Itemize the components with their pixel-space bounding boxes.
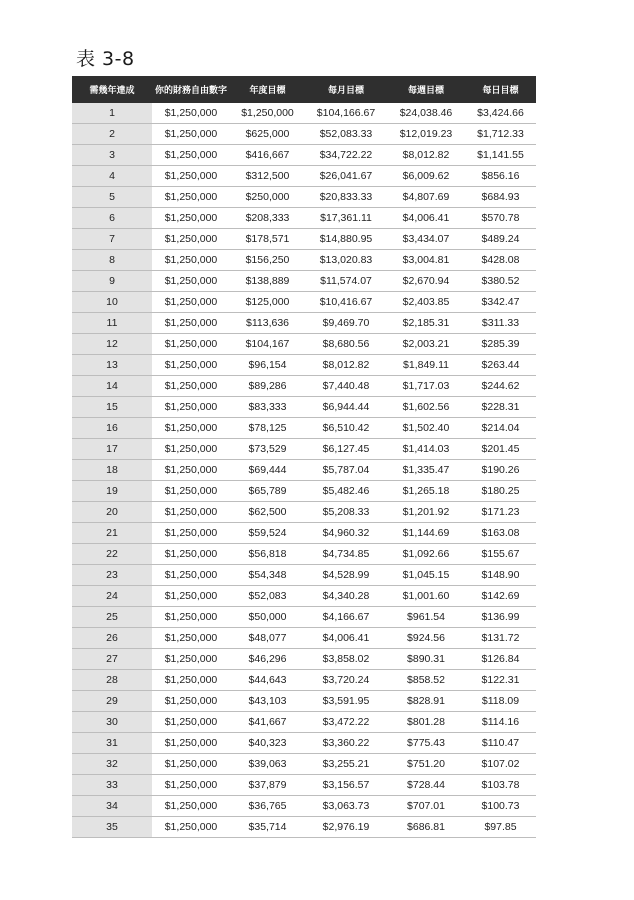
table-header [72,76,536,103]
header-years: 需幾年達成 [72,76,152,103]
table-row [72,691,536,712]
cell-monthly-goal: $4,006.41 [305,628,387,649]
cell-annual-goal: $62,500 [230,502,305,523]
cell-daily-goal: $228.31 [465,397,536,418]
cell-annual-goal: $156,250 [230,250,305,271]
cell-weekly-goal: $2,185.31 [387,313,465,334]
cell-daily-goal: $428.08 [465,250,536,271]
cell-annual-goal: $43,103 [230,691,305,712]
cell-monthly-goal: $52,083.33 [305,124,387,145]
cell-annual-goal: $41,667 [230,712,305,733]
cell-daily-goal: $100.73 [465,796,536,817]
cell-fi-number: $1,250,000 [152,250,230,271]
cell-monthly-goal: $3,720.24 [305,670,387,691]
cell-weekly-goal: $6,009.62 [387,166,465,187]
cell-fi-number: $1,250,000 [152,817,230,838]
cell-weekly-goal: $4,807.69 [387,187,465,208]
table-row [72,586,536,607]
cell-monthly-goal: $8,012.82 [305,355,387,376]
cell-weekly-goal: $12,019.23 [387,124,465,145]
cell-years: 11 [72,313,152,334]
cell-daily-goal: $136.99 [465,607,536,628]
cell-fi-number: $1,250,000 [152,208,230,229]
cell-annual-goal: $416,667 [230,145,305,166]
cell-fi-number: $1,250,000 [152,334,230,355]
cell-fi-number: $1,250,000 [152,313,230,334]
cell-years: 33 [72,775,152,796]
cell-years: 17 [72,439,152,460]
cell-fi-number: $1,250,000 [152,586,230,607]
cell-years: 2 [72,124,152,145]
header-weekly-goal: 每週目標 [387,76,465,103]
cell-daily-goal: $190.26 [465,460,536,481]
cell-monthly-goal: $104,166.67 [305,103,387,124]
table-row [72,460,536,481]
cell-monthly-goal: $2,976.19 [305,817,387,838]
cell-daily-goal: $263.44 [465,355,536,376]
cell-annual-goal: $44,643 [230,670,305,691]
cell-annual-goal: $208,333 [230,208,305,229]
cell-years: 29 [72,691,152,712]
cell-weekly-goal: $686.81 [387,817,465,838]
cell-daily-goal: $285.39 [465,334,536,355]
table-row [72,649,536,670]
cell-weekly-goal: $924.56 [387,628,465,649]
cell-monthly-goal: $4,960.32 [305,523,387,544]
cell-weekly-goal: $828.91 [387,691,465,712]
cell-monthly-goal: $7,440.48 [305,376,387,397]
cell-fi-number: $1,250,000 [152,712,230,733]
cell-fi-number: $1,250,000 [152,397,230,418]
cell-years: 15 [72,397,152,418]
table-row [72,481,536,502]
cell-fi-number: $1,250,000 [152,376,230,397]
table-row [72,544,536,565]
cell-annual-goal: $83,333 [230,397,305,418]
cell-fi-number: $1,250,000 [152,166,230,187]
cell-daily-goal: $97.85 [465,817,536,838]
cell-years: 8 [72,250,152,271]
cell-daily-goal: $214.04 [465,418,536,439]
cell-years: 12 [72,334,152,355]
cell-annual-goal: $113,636 [230,313,305,334]
cell-annual-goal: $250,000 [230,187,305,208]
table-row [72,775,536,796]
cell-weekly-goal: $3,434.07 [387,229,465,250]
table-caption: 表 3-8 [76,48,135,70]
cell-daily-goal: $171.23 [465,502,536,523]
table-row [72,103,536,124]
cell-daily-goal: $684.93 [465,187,536,208]
cell-years: 22 [72,544,152,565]
cell-fi-number: $1,250,000 [152,544,230,565]
cell-annual-goal: $312,500 [230,166,305,187]
cell-annual-goal: $40,323 [230,733,305,754]
cell-daily-goal: $114.16 [465,712,536,733]
table-row [72,796,536,817]
cell-monthly-goal: $14,880.95 [305,229,387,250]
cell-fi-number: $1,250,000 [152,775,230,796]
cell-weekly-goal: $4,006.41 [387,208,465,229]
cell-weekly-goal: $1,502.40 [387,418,465,439]
cell-fi-number: $1,250,000 [152,460,230,481]
cell-daily-goal: $1,712.33 [465,124,536,145]
header-monthly-goal: 每月目標 [305,76,387,103]
cell-daily-goal: $148.90 [465,565,536,586]
cell-weekly-goal: $1,602.56 [387,397,465,418]
cell-daily-goal: $3,424.66 [465,103,536,124]
cell-monthly-goal: $11,574.07 [305,271,387,292]
cell-monthly-goal: $34,722.22 [305,145,387,166]
cell-years: 1 [72,103,152,124]
cell-years: 6 [72,208,152,229]
cell-monthly-goal: $4,166.67 [305,607,387,628]
cell-monthly-goal: $17,361.11 [305,208,387,229]
cell-weekly-goal: $2,670.94 [387,271,465,292]
cell-daily-goal: $131.72 [465,628,536,649]
cell-years: 21 [72,523,152,544]
cell-monthly-goal: $3,156.57 [305,775,387,796]
cell-fi-number: $1,250,000 [152,187,230,208]
table-row [72,670,536,691]
cell-years: 18 [72,460,152,481]
cell-monthly-goal: $5,208.33 [305,502,387,523]
cell-annual-goal: $39,063 [230,754,305,775]
cell-years: 3 [72,145,152,166]
cell-annual-goal: $78,125 [230,418,305,439]
cell-years: 27 [72,649,152,670]
cell-monthly-goal: $3,858.02 [305,649,387,670]
cell-weekly-goal: $1,092.66 [387,544,465,565]
table-row [72,418,536,439]
cell-annual-goal: $59,524 [230,523,305,544]
table-row [72,208,536,229]
cell-monthly-goal: $4,340.28 [305,586,387,607]
cell-fi-number: $1,250,000 [152,628,230,649]
table-row [72,250,536,271]
table-row [72,733,536,754]
cell-fi-number: $1,250,000 [152,796,230,817]
cell-monthly-goal: $26,041.67 [305,166,387,187]
cell-years: 4 [72,166,152,187]
cell-weekly-goal: $728.44 [387,775,465,796]
cell-years: 35 [72,817,152,838]
cell-monthly-goal: $20,833.33 [305,187,387,208]
cell-annual-goal: $35,714 [230,817,305,838]
cell-monthly-goal: $3,591.95 [305,691,387,712]
cell-fi-number: $1,250,000 [152,670,230,691]
cell-fi-number: $1,250,000 [152,124,230,145]
table-row [72,397,536,418]
cell-years: 23 [72,565,152,586]
table-row [72,628,536,649]
cell-monthly-goal: $6,944.44 [305,397,387,418]
cell-monthly-goal: $5,482.46 [305,481,387,502]
table-row [72,817,536,838]
cell-weekly-goal: $3,004.81 [387,250,465,271]
cell-annual-goal: $36,765 [230,796,305,817]
cell-daily-goal: $1,141.55 [465,145,536,166]
cell-annual-goal: $69,444 [230,460,305,481]
cell-fi-number: $1,250,000 [152,691,230,712]
cell-fi-number: $1,250,000 [152,649,230,670]
cell-daily-goal: $342.47 [465,292,536,313]
cell-years: 20 [72,502,152,523]
cell-weekly-goal: $751.20 [387,754,465,775]
cell-annual-goal: $50,000 [230,607,305,628]
cell-daily-goal: $103.78 [465,775,536,796]
cell-years: 19 [72,481,152,502]
cell-years: 7 [72,229,152,250]
table-row [72,145,536,166]
cell-annual-goal: $54,348 [230,565,305,586]
cell-monthly-goal: $5,787.04 [305,460,387,481]
cell-years: 13 [72,355,152,376]
cell-weekly-goal: $890.31 [387,649,465,670]
cell-annual-goal: $89,286 [230,376,305,397]
cell-weekly-goal: $1,265.18 [387,481,465,502]
table-row [72,124,536,145]
cell-years: 16 [72,418,152,439]
cell-weekly-goal: $1,144.69 [387,523,465,544]
cell-daily-goal: $244.62 [465,376,536,397]
cell-years: 34 [72,796,152,817]
cell-annual-goal: $52,083 [230,586,305,607]
cell-fi-number: $1,250,000 [152,355,230,376]
cell-weekly-goal: $1,201.92 [387,502,465,523]
cell-weekly-goal: $858.52 [387,670,465,691]
table-row [72,376,536,397]
cell-annual-goal: $178,571 [230,229,305,250]
cell-weekly-goal: $2,003.21 [387,334,465,355]
cell-monthly-goal: $3,472.22 [305,712,387,733]
cell-weekly-goal: $1,001.60 [387,586,465,607]
header-annual-goal: 年度目標 [230,76,305,103]
cell-monthly-goal: $9,469.70 [305,313,387,334]
cell-weekly-goal: $961.54 [387,607,465,628]
cell-years: 31 [72,733,152,754]
cell-weekly-goal: $1,849.11 [387,355,465,376]
cell-monthly-goal: $6,510.42 [305,418,387,439]
table-row [72,712,536,733]
cell-monthly-goal: $3,360.22 [305,733,387,754]
cell-daily-goal: $380.52 [465,271,536,292]
cell-annual-goal: $48,077 [230,628,305,649]
cell-years: 26 [72,628,152,649]
cell-weekly-goal: $2,403.85 [387,292,465,313]
table-row [72,313,536,334]
cell-weekly-goal: $707.01 [387,796,465,817]
cell-annual-goal: $104,167 [230,334,305,355]
cell-weekly-goal: $801.28 [387,712,465,733]
cell-fi-number: $1,250,000 [152,607,230,628]
table-row [72,523,536,544]
cell-years: 10 [72,292,152,313]
table-row [72,271,536,292]
cell-fi-number: $1,250,000 [152,418,230,439]
table-row [72,292,536,313]
cell-monthly-goal: $4,528.99 [305,565,387,586]
cell-daily-goal: $180.25 [465,481,536,502]
cell-fi-number: $1,250,000 [152,145,230,166]
cell-fi-number: $1,250,000 [152,733,230,754]
cell-monthly-goal: $4,734.85 [305,544,387,565]
cell-annual-goal: $1,250,000 [230,103,305,124]
cell-annual-goal: $46,296 [230,649,305,670]
cell-fi-number: $1,250,000 [152,502,230,523]
cell-daily-goal: $122.31 [465,670,536,691]
cell-weekly-goal: $1,717.03 [387,376,465,397]
cell-daily-goal: $118.09 [465,691,536,712]
cell-daily-goal: $201.45 [465,439,536,460]
cell-years: 14 [72,376,152,397]
cell-annual-goal: $138,889 [230,271,305,292]
header-row [72,76,536,103]
cell-daily-goal: $110.47 [465,733,536,754]
cell-years: 30 [72,712,152,733]
cell-years: 9 [72,271,152,292]
table-row [72,565,536,586]
cell-years: 24 [72,586,152,607]
cell-daily-goal: $142.69 [465,586,536,607]
cell-fi-number: $1,250,000 [152,523,230,544]
cell-weekly-goal: $1,045.15 [387,565,465,586]
cell-daily-goal: $163.08 [465,523,536,544]
table-row [72,439,536,460]
cell-daily-goal: $856.16 [465,166,536,187]
table-body [72,103,536,838]
cell-monthly-goal: $10,416.67 [305,292,387,313]
cell-weekly-goal: $775.43 [387,733,465,754]
cell-annual-goal: $37,879 [230,775,305,796]
cell-monthly-goal: $3,255.21 [305,754,387,775]
header-daily-goal: 每日目標 [465,76,536,103]
cell-daily-goal: $570.78 [465,208,536,229]
cell-fi-number: $1,250,000 [152,103,230,124]
cell-weekly-goal: $1,414.03 [387,439,465,460]
cell-monthly-goal: $6,127.45 [305,439,387,460]
financial-goal-table [72,76,536,838]
cell-monthly-goal: $3,063.73 [305,796,387,817]
table-row [72,187,536,208]
cell-fi-number: $1,250,000 [152,439,230,460]
cell-years: 32 [72,754,152,775]
cell-annual-goal: $96,154 [230,355,305,376]
cell-daily-goal: $155.67 [465,544,536,565]
cell-annual-goal: $625,000 [230,124,305,145]
cell-annual-goal: $125,000 [230,292,305,313]
cell-years: 28 [72,670,152,691]
cell-annual-goal: $56,818 [230,544,305,565]
cell-weekly-goal: $24,038.46 [387,103,465,124]
cell-fi-number: $1,250,000 [152,271,230,292]
cell-monthly-goal: $13,020.83 [305,250,387,271]
cell-weekly-goal: $8,012.82 [387,145,465,166]
cell-daily-goal: $311.33 [465,313,536,334]
cell-annual-goal: $65,789 [230,481,305,502]
cell-years: 5 [72,187,152,208]
cell-annual-goal: $73,529 [230,439,305,460]
cell-years: 25 [72,607,152,628]
cell-fi-number: $1,250,000 [152,481,230,502]
cell-fi-number: $1,250,000 [152,292,230,313]
table-row [72,229,536,250]
table-row [72,334,536,355]
cell-fi-number: $1,250,000 [152,565,230,586]
table-row [72,754,536,775]
cell-fi-number: $1,250,000 [152,754,230,775]
table-row [72,607,536,628]
cell-daily-goal: $126.84 [465,649,536,670]
cell-daily-goal: $107.02 [465,754,536,775]
table-row [72,166,536,187]
table-row [72,502,536,523]
cell-fi-number: $1,250,000 [152,229,230,250]
cell-monthly-goal: $8,680.56 [305,334,387,355]
table-row [72,355,536,376]
cell-daily-goal: $489.24 [465,229,536,250]
header-fi-number: 你的財務自由數字 [152,76,230,103]
cell-weekly-goal: $1,335.47 [387,460,465,481]
